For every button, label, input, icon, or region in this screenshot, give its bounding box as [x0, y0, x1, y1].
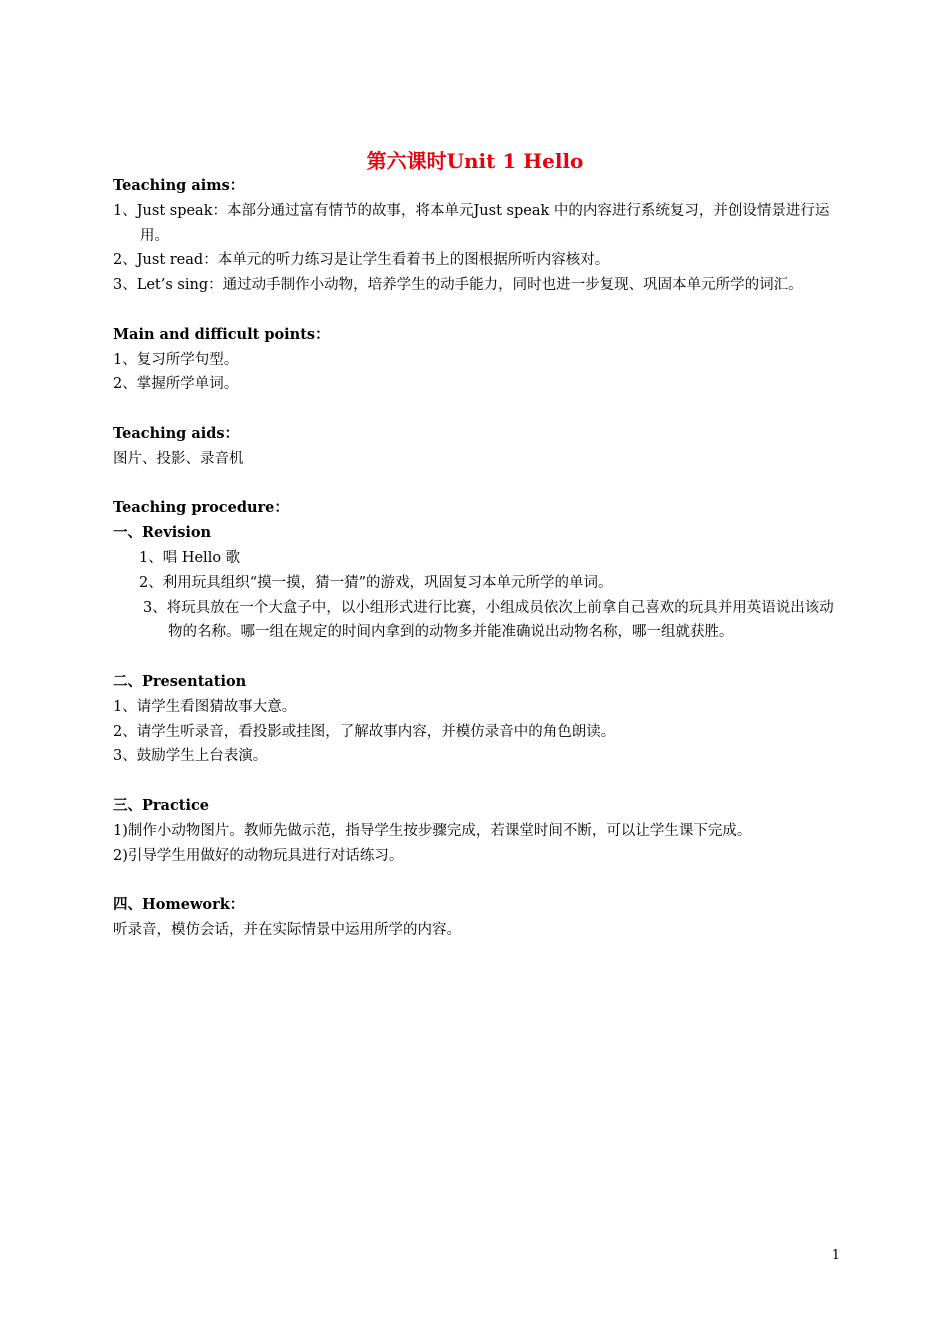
teaching-aim-item: 1、Just speak：本部分通过富有情节的故事，将本单元Just speak 中的内容进行系统复习，并创设情景进行运用。 [113, 202, 830, 244]
practice-item: 2)引导学生用做好的动物玩具进行对话练习。 [113, 847, 404, 864]
spacer [113, 298, 843, 323]
procedure-heading: Teaching procedure： [113, 499, 289, 517]
presentation-heading: 二、Presentation [113, 672, 247, 690]
spacer [113, 769, 843, 794]
presentation-item: 1、请学生看图猜故事大意。 [113, 698, 297, 715]
practice-heading: 三、Practice [113, 796, 210, 814]
revision-item: 2、利用玩具组织“摸一摸，猜一猜”的游戏，巩固复习本单元所学的单词。 [139, 574, 613, 591]
revision-item: 3、将玩具放在一个大盒子中，以小组形式进行比赛，小组成员依次上前拿自己喜欢的玩具并用英语说出该动物的名称。哪一组在规定的时间内拿到的动物多并能准确说出动物名称，哪一组就获胜。 [143, 599, 834, 641]
page-number: 1 [831, 1248, 840, 1263]
main-points-heading: Main and difficult points： [113, 325, 330, 343]
document-body [113, 174, 843, 943]
revision-heading: 一、Revision [113, 524, 212, 542]
teaching-aims-heading: Teaching aims： [113, 177, 245, 194]
spacer [113, 645, 843, 670]
page-title: 第六课时Unit 1 Hello [366, 149, 584, 173]
main-point-item: 1、复习所学句型。 [113, 351, 239, 368]
revision-item: 1、唱 Hello 歌 [139, 549, 241, 566]
teaching-aids-text: 图片、投影、录音机 [113, 450, 244, 467]
homework-heading: 四、Homework： [113, 896, 245, 914]
teaching-aim-item: 2、Just read：本单元的听力练习是让学生看着书上的图根据所听内容核对。 [113, 252, 610, 269]
spacer [113, 472, 843, 497]
spacer [113, 397, 843, 422]
practice-item: 1)制作小动物图片。教师先做示范，指导学生按步骤完成，若课堂时间不断，可以让学生课下完成。 [113, 822, 752, 839]
presentation-item: 2、请学生听录音，看投影或挂图，了解故事内容，并模仿录音中的角色朗读。 [113, 723, 616, 740]
teaching-aids-heading: Teaching aids： [113, 424, 240, 442]
spacer [113, 868, 843, 893]
homework-text: 听录音，模仿会话，并在实际情景中运用所学的内容。 [113, 921, 461, 938]
main-point-item: 2、掌握所学单词。 [113, 376, 239, 393]
presentation-item: 3、鼓励学生上台表演。 [113, 748, 268, 765]
teaching-aim-item: 3、Let’s sing：通过动手制作小动物，培养学生的动手能力，同时也进一步复现、巩固本单元所学的词汇。 [113, 277, 803, 294]
